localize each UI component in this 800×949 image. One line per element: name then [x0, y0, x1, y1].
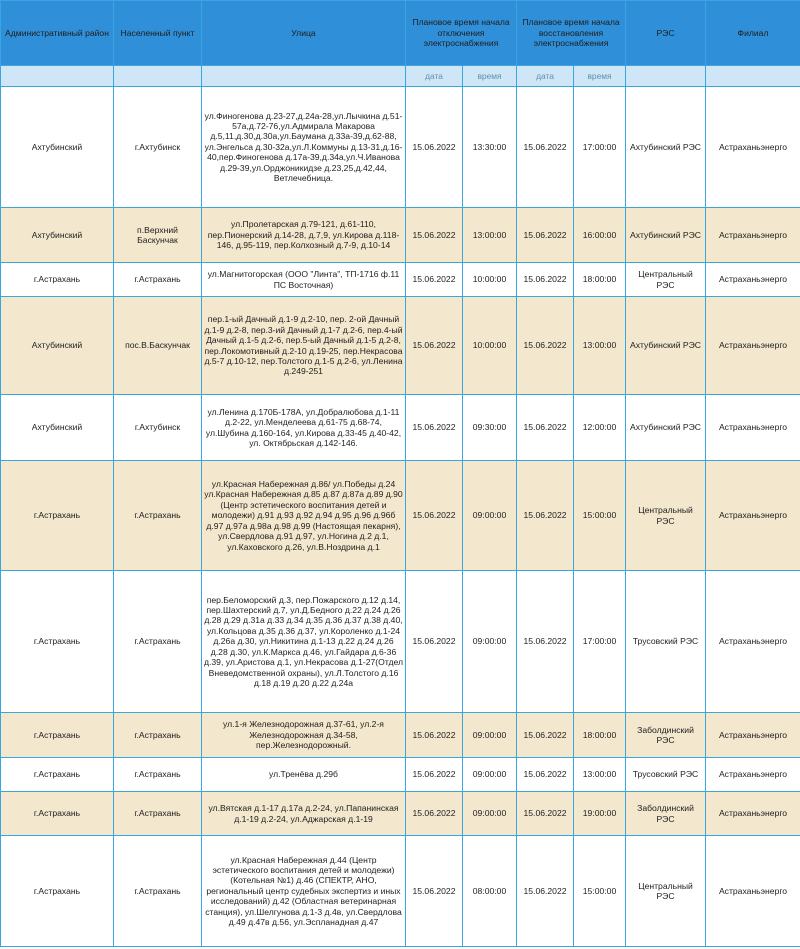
- cell-off-date: 15.06.2022: [406, 297, 463, 395]
- cell-off-time: 09:00:00: [463, 713, 517, 758]
- cell-district: г.Астрахань: [1, 792, 114, 836]
- cell-district: г.Астрахань: [1, 836, 114, 947]
- table-row: [1, 87, 800, 208]
- cell-on-date: 15.06.2022: [517, 571, 574, 713]
- cell-street: ул.Магнитогорская (ООО "Линта", ТП-1716 ф.11 ПС Восточная): [202, 263, 406, 297]
- cell-off-time: 10:00:00: [463, 297, 517, 395]
- cell-off-time: 13:00:00: [463, 208, 517, 263]
- cell-off-date: 15.06.2022: [406, 792, 463, 836]
- cell-off-time: 09:00:00: [463, 571, 517, 713]
- cell-street: ул.Финогенова д.23-27,д.24а-28,ул.Лычкина д.51-57а,д.72-76,ул.Адмирала Макарова д.5,11,д.30,д.30а,ул.Баумана д.33а-39,д.62-88, ул.Энгельса д.30-32а,ул.Л.Коммуны д.13-31,д.16-40,пер.Финогенова д.17а-39,д.34а,ул.Ч.Иванова д.29-39,ул.Орджоникидзе д.23,25,д.42,44, Ветлечебница.: [202, 87, 406, 208]
- cell-off-date: 15.06.2022: [406, 836, 463, 947]
- cell-on-time: 13:00:00: [574, 758, 626, 792]
- cell-off-time: 09:00:00: [463, 461, 517, 571]
- cell-street: ул.Тренёва д.29б: [202, 758, 406, 792]
- cell-on-date: 15.06.2022: [517, 792, 574, 836]
- cell-off-date: 15.06.2022: [406, 713, 463, 758]
- cell-off-time: 10:00:00: [463, 263, 517, 297]
- cell-res: Центральный РЭС: [626, 836, 706, 947]
- cell-on-date: 15.06.2022: [517, 395, 574, 461]
- cell-district: г.Астрахань: [1, 758, 114, 792]
- cell-res: Заболдинский РЭС: [626, 713, 706, 758]
- cell-res: Ахтубинский РЭС: [626, 395, 706, 461]
- table-row: [1, 713, 800, 758]
- cell-on-time: 19:00:00: [574, 792, 626, 836]
- col-branch: Филиал: [706, 1, 800, 66]
- cell-res: Центральный РЭС: [626, 263, 706, 297]
- cell-on-time: 18:00:00: [574, 263, 626, 297]
- cell-on-date: 15.06.2022: [517, 87, 574, 208]
- cell-branch: Астраханьэнерго: [706, 758, 800, 792]
- subheader-off-date: дата: [406, 66, 463, 87]
- cell-branch: Астраханьэнерго: [706, 395, 800, 461]
- cell-branch: Астраханьэнерго: [706, 713, 800, 758]
- cell-on-time: 18:00:00: [574, 713, 626, 758]
- cell-on-date: 15.06.2022: [517, 297, 574, 395]
- table-row: [1, 836, 800, 947]
- cell-branch: Астраханьэнерго: [706, 461, 800, 571]
- subheader-empty: [114, 66, 202, 87]
- cell-street: ул.Пролетарская д.79-121, д.61-110, пер.Пионерский д.14-28, д.7,9, ул.Кирова д.118-146, д.95-119, пер.Колхозный д.7-9, д.10-14: [202, 208, 406, 263]
- cell-off-time: 09:30:00: [463, 395, 517, 461]
- subheader-empty: [706, 66, 800, 87]
- subheader-off-time: время: [463, 66, 517, 87]
- cell-on-time: 17:00:00: [574, 87, 626, 208]
- cell-branch: Астраханьэнерго: [706, 208, 800, 263]
- cell-branch: Астраханьэнерго: [706, 792, 800, 836]
- cell-district: Ахтубинский: [1, 208, 114, 263]
- cell-branch: Астраханьэнерго: [706, 297, 800, 395]
- cell-off-time: 09:00:00: [463, 758, 517, 792]
- subheader-empty: [626, 66, 706, 87]
- cell-branch: Астраханьэнерго: [706, 836, 800, 947]
- cell-on-date: 15.06.2022: [517, 263, 574, 297]
- cell-off-date: 15.06.2022: [406, 461, 463, 571]
- cell-district: г.Астрахань: [1, 263, 114, 297]
- cell-on-time: 16:00:00: [574, 208, 626, 263]
- col-settlement: Населенный пункт: [114, 1, 202, 66]
- subheader-on-date: дата: [517, 66, 574, 87]
- cell-on-time: 13:00:00: [574, 297, 626, 395]
- cell-district: Ахтубинский: [1, 87, 114, 208]
- cell-res: Ахтубинский РЭС: [626, 208, 706, 263]
- cell-off-time: 09:00:00: [463, 792, 517, 836]
- cell-on-time: 17:00:00: [574, 571, 626, 713]
- col-street: Улица: [202, 1, 406, 66]
- cell-district: г.Астрахань: [1, 461, 114, 571]
- cell-branch: Астраханьэнерго: [706, 263, 800, 297]
- cell-settlement: г.Астрахань: [114, 571, 202, 713]
- cell-on-time: 12:00:00: [574, 395, 626, 461]
- cell-on-date: 15.06.2022: [517, 208, 574, 263]
- cell-res: Центральный РЭС: [626, 461, 706, 571]
- cell-res: Трусовский РЭС: [626, 758, 706, 792]
- cell-settlement: пос.В.Баскунчак: [114, 297, 202, 395]
- cell-off-date: 15.06.2022: [406, 395, 463, 461]
- cell-district: г.Астрахань: [1, 571, 114, 713]
- table-row: [1, 792, 800, 836]
- cell-street: ул.Ленина д.170Б-178А, ул.Добралюбова д.1-11 д.2-22, ул.Менделеева д.61-75 д.68-74, ул.Шубина д.160-164, ул.Кирова д.33-45 д.40-42, ул. Октябрьская д.142-146.: [202, 395, 406, 461]
- table-row: [1, 461, 800, 571]
- cell-off-time: 13:30:00: [463, 87, 517, 208]
- table-header: [1, 1, 800, 87]
- cell-on-date: 15.06.2022: [517, 713, 574, 758]
- cell-street: ул.Вятская д.1-17 д.17а д.2-24, ул.Папанинская д.1-19 д.2-24, ул.Аджарская д.1-19: [202, 792, 406, 836]
- cell-on-time: 15:00:00: [574, 836, 626, 947]
- cell-off-date: 15.06.2022: [406, 208, 463, 263]
- table-row: [1, 297, 800, 395]
- table-row: [1, 571, 800, 713]
- col-district: Административный район: [1, 1, 114, 66]
- cell-street: ул.Красная Набережная д.44 (Центр эстетического воспитания детей и молодежи) (Котельная №1) д.46 (СПЕКТР, АНО, региональный центр судебных экспертиз и иных исследований) д.42 (Областная ветеринарная станция), ул.Шелгунова д.1-3 д.4в, ул.Свердлова д.49 д.47в д.56, ул.Эспланадная д.47: [202, 836, 406, 947]
- cell-off-date: 15.06.2022: [406, 758, 463, 792]
- col-planned-on: Плановое время начала восстановления электроснабжения: [517, 1, 626, 66]
- cell-on-date: 15.06.2022: [517, 836, 574, 947]
- cell-res: Трусовский РЭС: [626, 571, 706, 713]
- table-row: [1, 208, 800, 263]
- cell-settlement: г.Ахтубинск: [114, 87, 202, 208]
- cell-res: Ахтубинский РЭС: [626, 87, 706, 208]
- cell-district: Ахтубинский: [1, 297, 114, 395]
- cell-district: Ахтубинский: [1, 395, 114, 461]
- cell-on-date: 15.06.2022: [517, 758, 574, 792]
- cell-street: ул.Красная Набережная д.86/ ул.Победы д.24 ул.Красная Набережная д.85 д.87 д.87а д.89 д.90 (Центр эстетического воспитания детей и молодежи) д.91 д.93 д.92 д.94 д.95 д.96 д.96б д.97 д.97а д.98а д.98 д.99 (Настоящая пекарня), ул.Свердлова д.91 д.97, ул.Ногина д.2 д.1, ул.Каховского д.26, ул.В.Ноздрина д.1: [202, 461, 406, 571]
- cell-res: Ахтубинский РЭС: [626, 297, 706, 395]
- cell-street: пер.1-ый Дачный д.1-9 д.2-10, пер. 2-ой Дачный д.1-9 д.2-8, пер.3-ий Дачный д.1-7 д.2-6, пер.4-ый Дачный д.1-5 д.2-6, пер.5-ый Дачный д.1-5 д.2-8, пер.Локомотивный д.2-10 д.19-25, пер.Некрасова д.5-7 д.10-12, пер.Толстого д.1-5 д.2-6, ул.Ленина д.249-251: [202, 297, 406, 395]
- cell-settlement: г.Астрахань: [114, 758, 202, 792]
- cell-settlement: г.Астрахань: [114, 836, 202, 947]
- cell-district: г.Астрахань: [1, 713, 114, 758]
- cell-street: ул.1-я Железнодорожная д.37-61, ул.2-я Железнодорожная д.34-58, пер.Железнодорожный.: [202, 713, 406, 758]
- cell-settlement: г.Ахтубинск: [114, 395, 202, 461]
- subheader-empty: [1, 66, 114, 87]
- subheader-on-time: время: [574, 66, 626, 87]
- cell-off-date: 15.06.2022: [406, 263, 463, 297]
- cell-settlement: г.Астрахань: [114, 263, 202, 297]
- table-body: [1, 87, 800, 947]
- cell-off-date: 15.06.2022: [406, 87, 463, 208]
- subheader-empty: [202, 66, 406, 87]
- cell-settlement: г.Астрахань: [114, 713, 202, 758]
- cell-branch: Астраханьэнерго: [706, 571, 800, 713]
- table-row: [1, 758, 800, 792]
- cell-street: пер.Беломорский д.3, пер.Пожарского д.12 д.14, пер.Шахтерский д.7, ул.Д.Бедного д.22 д.24 д.26 д.28 д.29 д.31а д.33 д.34 д.35 д.36 д.37 д.38 д.40, ул.Кольцова д.35 д.36 д.37, ул.Короленко д.1-24 д.26а д.30, ул.Никитина д.1-13 д.22 д.24 д.26 д.28 д.30, ул.К.Маркса д.46, ул.Гайдара д.6-36 д.39, ул.Аристова д.1, ул.Некрасова д.1-27(Отдел Вневедомственной охраны), ул.Л.Толстого д.16 д.18 д.19 д.20 д.22 д.24а: [202, 571, 406, 713]
- cell-off-time: 08:00:00: [463, 836, 517, 947]
- cell-branch: Астраханьэнерго: [706, 87, 800, 208]
- cell-settlement: г.Астрахань: [114, 461, 202, 571]
- cell-settlement: п.Верхний Баскунчак: [114, 208, 202, 263]
- cell-on-date: 15.06.2022: [517, 461, 574, 571]
- cell-res: Заболдинский РЭС: [626, 792, 706, 836]
- cell-settlement: г.Астрахань: [114, 792, 202, 836]
- col-res: РЭС: [626, 1, 706, 66]
- col-planned-off: Плановое время начала отключения электроснабжения: [406, 1, 517, 66]
- table-row: [1, 263, 800, 297]
- table-row: [1, 395, 800, 461]
- cell-off-date: 15.06.2022: [406, 571, 463, 713]
- cell-on-time: 15:00:00: [574, 461, 626, 571]
